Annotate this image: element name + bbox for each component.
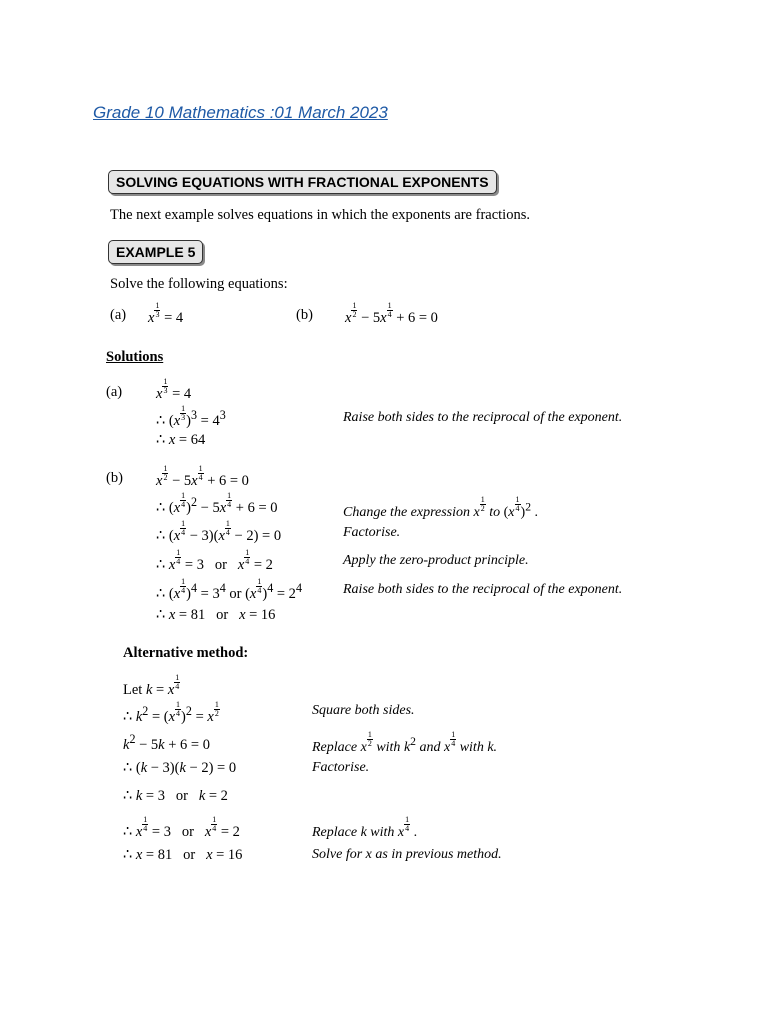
intro-text: The next example solves equations in which the exponents are fractions.: [110, 207, 530, 223]
solution-b-step-3: ∴ (x $\frac{1}{4}$ − 3)(x $\frac{1}{4}$ − 2) = 0: [156, 519, 282, 544]
alternative-step-7: ∴ x = 81 or x = 16: [123, 847, 243, 863]
solution-b-step-4: ∴ x $\frac{1}{4}$ = 3 or x $\frac{1}{4}$ = 2: [156, 548, 273, 573]
alternative-note-2: Replace x $\frac{1}{2}$ with $k^2$ and x $\frac{1}{4}$ with k.: [312, 730, 498, 755]
solutions-heading: Solutions: [106, 349, 164, 365]
problem-b-equation: x $\frac{1}{2}$ − 5x $\frac{1}{4}$ + 6 = 0: [345, 301, 438, 326]
solution-b-note-4: Raise both sides to the reciprocal of the exponent.: [343, 582, 623, 597]
alternative-step-3: $k^2 - 5k + 6 = 0$: [123, 732, 210, 753]
problem-a-equation: x $\frac{1}{3}$ = 4: [148, 301, 184, 326]
alternative-note-5: Replace k with x $\frac{1}{4}$ .: [312, 815, 418, 840]
solution-b-step-2: ∴ (x $\frac{1}{4}$ )$^2$ − 5x $\frac{1}{4}$ + 6 = 0: [156, 491, 278, 516]
solution-a-label: (a): [106, 384, 123, 400]
solution-b-step-5: ∴ (x $\frac{1}{4}$ )$^4 = 3^4$ or (x $\frac{1}{4}$ )$^4 = 2^4$: [156, 577, 302, 602]
alternative-step-5: ∴ k = 3 or k = 2: [123, 788, 228, 804]
section-heading: SOLVING EQUATIONS WITH FRACTIONAL EXPONENTS: [108, 170, 497, 194]
solution-a-step-3: ∴ x = 64: [156, 432, 206, 448]
solution-b-step-6: ∴ x = 81 or x = 16: [156, 607, 276, 623]
alternative-note-3: Factorise.: [312, 760, 370, 775]
solution-a-note-1: Raise both sides to the reciprocal of the exponent.: [343, 410, 623, 425]
alternative-heading: Alternative method:: [123, 645, 249, 661]
problem-a-label: (a): [110, 307, 127, 323]
alternative-step-2: ∴ $k^2 = (x$ $\frac{1}{4}$ )$^2$ = x $\frac{1}{2}$: [123, 700, 219, 725]
problem-b-label: (b): [296, 307, 313, 323]
solution-b-note-3: Apply the zero-product principle.: [343, 553, 529, 568]
example-label: EXAMPLE 5: [108, 240, 203, 264]
example-prompt: Solve the following equations:: [110, 276, 288, 292]
solution-b-note-2: Factorise.: [343, 525, 401, 540]
solution-b-step-1: x $\frac{1}{2}$ − 5x $\frac{1}{4}$ + 6 = 0: [156, 464, 249, 489]
alternative-note-6: Solve for x as in previous method.: [312, 847, 502, 862]
solution-b-label: (b): [106, 470, 123, 486]
solution-a-step-1: x $\frac{1}{3}$ = 4: [156, 377, 192, 402]
solution-b-note-1: Change the expression x $\frac{1}{2}$ to (x $\frac{1}{4}$ )$^2$ .: [343, 495, 539, 520]
alternative-step-6: ∴ x $\frac{1}{4}$ = 3 or x $\frac{1}{4}$ = 2: [123, 815, 240, 840]
alternative-step-4: ∴ (k − 3)(k − 2) = 0: [123, 760, 237, 776]
solution-a-step-2: ∴ (x $\frac{1}{3}$ )$^3 = 4^3$: [156, 404, 226, 429]
alternative-note-1: Square both sides.: [312, 703, 415, 718]
alternative-step-1: Let k = x $\frac{1}{4}$: [123, 673, 180, 698]
page-title: Grade 10 Mathematics :01 March 2023: [93, 103, 388, 122]
